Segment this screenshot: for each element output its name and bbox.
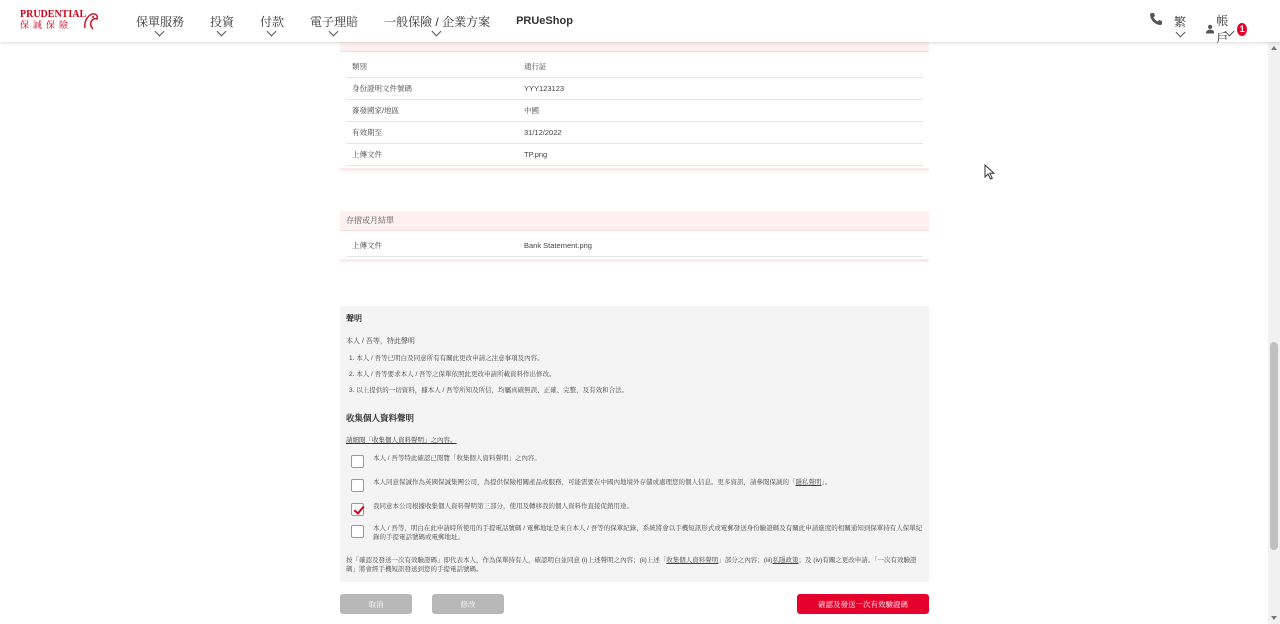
nav-label: 投資 — [210, 15, 235, 29]
table-row — [346, 78, 923, 100]
nav-label: 電子理賠 — [310, 15, 359, 29]
consent-checkbox-direct-marketing[interactable] — [351, 503, 364, 516]
logo-wordmark: PRUDENTIAL — [20, 9, 87, 20]
row-value: YYY123123 — [524, 84, 565, 93]
confirm-send-otp-button[interactable]: 確認及發送一次有效驗證碼 — [797, 594, 929, 614]
row-value: Bank Statement.png — [524, 241, 592, 250]
scroll-thumb[interactable] — [1270, 342, 1278, 550]
nav-policy-services[interactable] — [136, 0, 184, 42]
row-label: 上傳文件 — [352, 150, 382, 159]
notification-badge: 1 — [1237, 23, 1247, 36]
scroll-down-icon[interactable] — [1271, 616, 1277, 620]
row-label: 類別 — [352, 62, 367, 71]
edit-button[interactable]: 修改 — [432, 594, 504, 614]
nav-label: 一般保險 / 企業方案 — [384, 15, 491, 29]
page-scrollbar[interactable] — [1268, 42, 1280, 624]
row-value: 中國 — [524, 106, 539, 115]
account-label: 帳戶 — [1216, 14, 1229, 45]
consent-text: 本人同意保誠作為英國保誠集團公司，為提供保險相關產品或服務，可能需要在中國內地境外存儲或處理您的個人信息。更多資訊，請參閱保誠的「 — [373, 479, 796, 486]
user-icon — [1206, 23, 1214, 35]
note-text: 」部分之內容；(iii) — [718, 557, 773, 564]
nav-prueshop[interactable] — [516, 0, 573, 42]
table-row — [346, 56, 923, 78]
row-label: 有效期至 — [352, 128, 382, 137]
table-row — [346, 122, 923, 144]
section-divider — [340, 257, 929, 262]
declaration-item: 1. 本人 / 吾等已明白及同意所有有關此更改申請之注意事項及內容。 — [349, 355, 544, 362]
declaration-panel — [340, 306, 929, 582]
nav-payment[interactable] — [260, 0, 284, 42]
row-value: 通行証 — [524, 62, 547, 71]
main-nav — [136, 0, 599, 42]
nav-label: PRUeShop — [516, 15, 573, 27]
consent-text: 本人 / 吾等特此確認已閱覽「收集個人資料聲明」之內容。 — [373, 455, 541, 462]
table-row — [346, 100, 923, 122]
scroll-up-icon[interactable] — [1271, 46, 1277, 50]
consent-row — [346, 478, 923, 487]
consent-row — [346, 502, 923, 511]
chevron-down-icon — [1176, 28, 1186, 38]
consent-checkbox-read-pics[interactable] — [351, 455, 364, 468]
prudence-head-icon — [82, 10, 100, 30]
nav-general-insurance[interactable] — [384, 0, 490, 42]
privacy-policy-link[interactable]: 私隱政策 — [772, 557, 799, 564]
logo-chinese: 保誠保險 — [20, 20, 73, 30]
table-row — [346, 235, 923, 257]
pics-title: 收集個人資料聲明 — [346, 413, 415, 423]
note-text: ；及 (iv)有關之更改申請。「一次有效驗證碼」將會經手機短訊發送到您的手提電話號碼。 — [346, 557, 917, 573]
top-header — [0, 0, 1280, 45]
section-header: 存摺或月結單 — [340, 211, 929, 231]
consent-text: 我同意本公司根據收集個人資料聲明第三部分，使用及轉移我的個人資料作直接促銷用途。 — [373, 503, 633, 510]
language-label: 繁 — [1174, 15, 1187, 29]
nav-label: 付款 — [260, 15, 285, 29]
nav-label: 保單服務 — [136, 15, 185, 29]
consent-text: 」。 — [821, 479, 832, 486]
declaration-title: 聲明 — [346, 314, 362, 323]
consent-row — [346, 454, 923, 463]
row-label: 身份證明文件號碼 — [352, 84, 412, 93]
table-row — [346, 144, 923, 166]
row-value: 31/12/2022 — [524, 128, 562, 137]
prudential-logo[interactable] — [20, 10, 100, 32]
consent-checkbox-contact[interactable] — [351, 525, 364, 538]
row-label: 簽發國家/地區 — [352, 106, 400, 115]
note-text: 按「確認及發送一次有效驗證碼」即代表本人，作為保單持有人，確認明白並同意 (i)上述聲明之內容；(ii)上述「 — [346, 557, 667, 564]
bank-statement-section — [340, 211, 929, 262]
id-document-section — [340, 32, 929, 171]
privacy-notice-link[interactable]: 隱私聲明 — [795, 479, 822, 486]
account-menu[interactable] — [1206, 12, 1247, 46]
pics-note-link[interactable]: 收集個人資料聲明 — [666, 557, 719, 564]
declaration-item: 3. 以上提供的一切資料，據本人 / 吾等所知及所信，均屬真確無誤、正確、完整，及有效和合法。 — [349, 387, 629, 394]
mouse-cursor-icon — [984, 164, 996, 180]
pics-link[interactable]: 請細閱「收集個人資料聲明」之內容。 — [346, 437, 457, 444]
declaration-item: 2. 本人 / 吾等要求本人 / 吾等之保單依照此更改申請所載資料作出修改。 — [349, 371, 556, 378]
nav-investment[interactable] — [210, 0, 234, 42]
row-value: TP.png — [524, 150, 548, 159]
consent-row — [346, 524, 923, 542]
consent-checkbox-cross-border[interactable] — [351, 479, 364, 492]
section-divider — [340, 166, 929, 171]
row-label: 上傳文件 — [352, 241, 382, 250]
nav-eclaims[interactable] — [310, 0, 358, 42]
language-switch[interactable] — [1174, 13, 1186, 30]
cancel-button[interactable]: 取消 — [340, 594, 412, 614]
consent-text: 本人 / 吾等，明白在此申請時所使用的手提電話號碼 / 電郵地址是來自本人 / 吾等的保單紀錄，系統將會以手機短訊形式或電郵發送身份驗證碼及有關此申請進度的相關通知到保單持有人保單紀錄的手提電話號碼或電郵地址。 — [373, 525, 923, 541]
declaration-intro: 本人 / 吾等，特此聲明 — [346, 338, 415, 345]
otp-note — [346, 556, 923, 574]
phone-icon[interactable] — [1149, 12, 1163, 26]
